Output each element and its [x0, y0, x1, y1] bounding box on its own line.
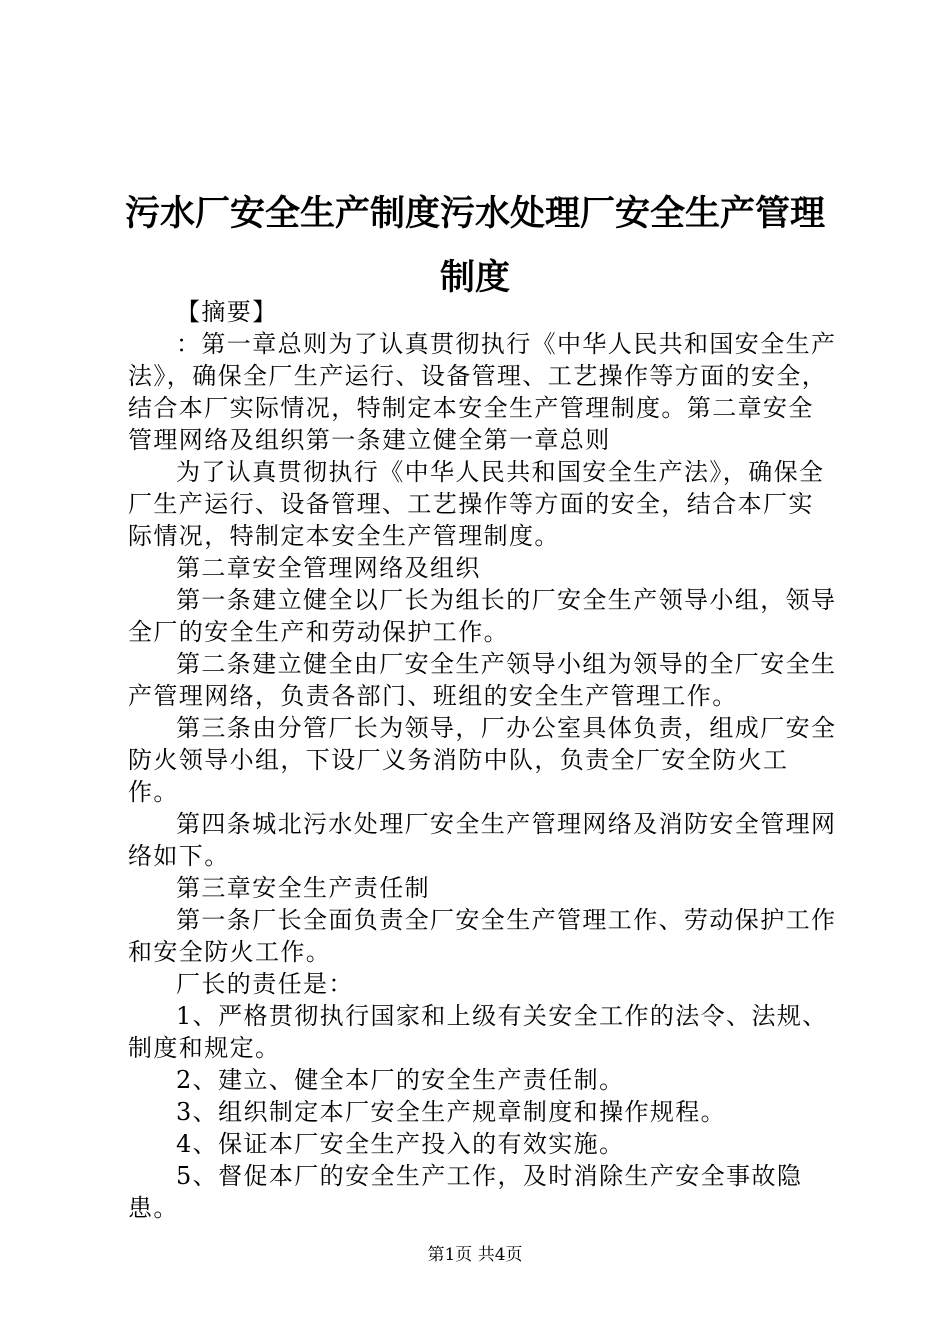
list-item: 2、建立、健全本厂的安全生产责任制。 [176, 1066, 625, 1094]
title-line-1: 污水厂安全生产制度污水处理厂安全生产管理 [124, 193, 825, 234]
document-title [110, 182, 840, 310]
chapter-heading: 第二章安全管理网络及组织 [176, 554, 481, 582]
paragraph: 第三条由分管厂长为领导，厂办公室具体负责，组成厂安全防火领导小组，下设厂义务消防中队，负责全厂安全防火工作。 [128, 714, 837, 806]
list-item: 4、保证本厂安全生产投入的有效实施。 [176, 1130, 625, 1158]
paragraph: 第一条厂长全面负责全厂安全生产管理工作、劳动保护工作和安全防火工作。 [128, 906, 837, 966]
list-item: 3、组织制定本厂安全生产规章制度和操作规程。 [176, 1098, 727, 1126]
title-line-2: 制度 [439, 257, 510, 298]
paragraph-abstract-heading: 【摘要】 [176, 298, 278, 326]
paragraph: 第一条建立健全以厂长为组长的厂安全生产领导小组，领导全厂的安全生产和劳动保护工作。 [128, 586, 837, 646]
chapter-heading: 第三章安全生产责任制 [176, 874, 430, 902]
list-item: 5、督促本厂的安全生产工作，及时消除生产安全事故隐患。 [128, 1162, 803, 1222]
page-footer: 第1页 共4页 [427, 1245, 523, 1265]
paragraph: 第二条建立健全由厂安全生产领导小组为领导的全厂安全生产管理网络，负责各部门、班组的安全生产管理工作。 [128, 650, 837, 710]
list-item: 1、严格贯彻执行国家和上级有关安全工作的法令、法规、制度和规定。 [128, 1002, 828, 1062]
paragraph: 第四条城北污水处理厂安全生产管理网络及消防安全管理网络如下。 [128, 810, 837, 870]
paragraph: 厂长的责任是： [176, 970, 354, 998]
paragraph: 为了认真贯彻执行《中华人民共和国安全生产法》，确保全厂生产运行、设备管理、工艺操作等方面的安全，结合本厂实际情况，特制定本安全生产管理制度。 [128, 458, 825, 550]
paragraph-abstract: ：第一章总则为了认真贯彻执行《中华人民共和国安全生产法》，确保全厂生产运行、设备管理、工艺操作等方面的安全，结合本厂实际情况，特制定本安全生产管理制度。第二章安全管理网络及组织第一条建立健全第一章总则 [128, 330, 837, 454]
document-body [128, 296, 838, 1224]
